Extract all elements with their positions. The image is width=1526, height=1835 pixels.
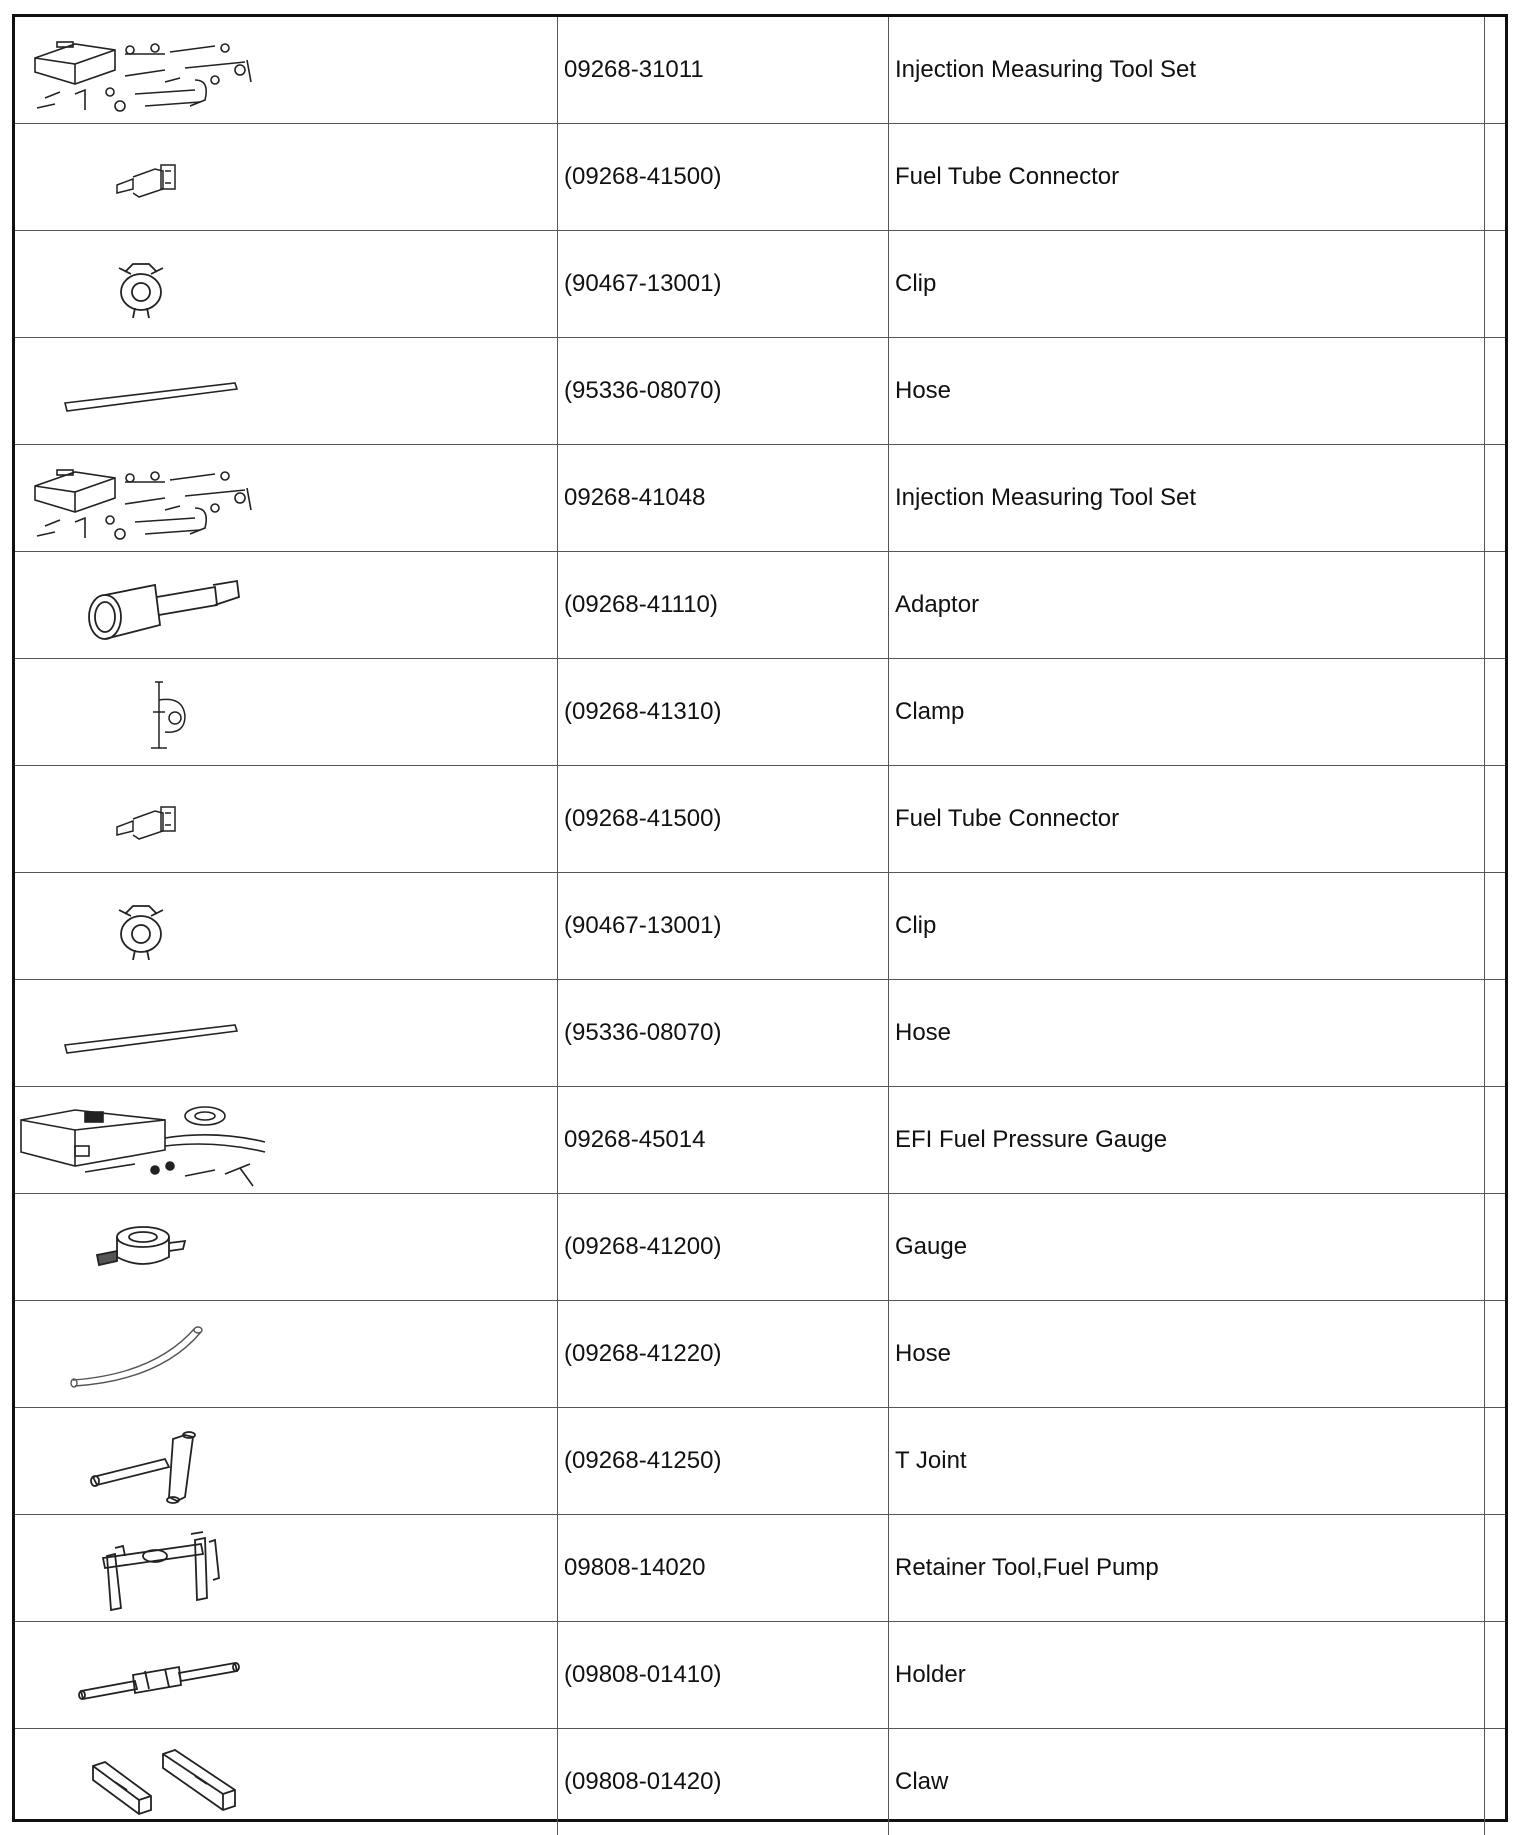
curved-hose-icon — [15, 1304, 265, 1404]
part-number: (09268-41500) — [558, 124, 889, 231]
table-row — [15, 552, 1505, 659]
injection-measuring-tool-set-icon — [15, 448, 265, 548]
part-number: (09268-41200) — [558, 1194, 889, 1301]
table-row — [15, 445, 1505, 552]
table-row — [15, 980, 1505, 1087]
tool-name: EFI Fuel Pressure Gauge — [889, 1087, 1485, 1194]
part-number: (09808-01420) — [558, 1729, 889, 1835]
tool-name: Clip — [889, 873, 1485, 980]
table-row — [15, 1729, 1505, 1835]
part-number: (09268-41220) — [558, 1301, 889, 1408]
tool-name: Adaptor — [889, 552, 1485, 659]
table-row — [15, 231, 1505, 338]
tool-table-sheet — [12, 14, 1508, 1822]
tool-name: Gauge — [889, 1194, 1485, 1301]
fuel-tube-connector-icon — [15, 127, 265, 227]
table-row — [15, 124, 1505, 231]
table-row — [15, 1408, 1505, 1515]
tool-name: Fuel Tube Connector — [889, 766, 1485, 873]
part-number: (09808-01410) — [558, 1622, 889, 1729]
part-number: (90467-13001) — [558, 873, 889, 980]
part-number: (09268-41250) — [558, 1408, 889, 1515]
holder-icon — [15, 1625, 265, 1725]
tool-name: Fuel Tube Connector — [889, 124, 1485, 231]
part-number: 09268-31011 — [558, 17, 889, 124]
table-row — [15, 338, 1505, 445]
clamp-icon — [15, 662, 265, 762]
hose-icon — [15, 983, 265, 1083]
table-row — [15, 659, 1505, 766]
part-number: 09268-45014 — [558, 1087, 889, 1194]
fuel-tube-connector-icon — [15, 769, 265, 869]
tool-name: Hose — [889, 980, 1485, 1087]
table-row — [15, 1194, 1505, 1301]
adaptor-icon — [15, 555, 265, 655]
injection-measuring-tool-set-icon — [15, 20, 265, 120]
part-number: (09268-41110) — [558, 552, 889, 659]
retainer-tool-icon — [15, 1518, 265, 1618]
tool-name: Retainer Tool,Fuel Pump — [889, 1515, 1485, 1622]
tool-name: Clip — [889, 231, 1485, 338]
gauge-icon — [15, 1197, 265, 1297]
t-joint-icon — [15, 1411, 265, 1511]
table-row — [15, 873, 1505, 980]
table-row — [15, 766, 1505, 873]
clip-icon — [15, 876, 265, 976]
table-row — [15, 1515, 1505, 1622]
special-service-tools-table — [15, 17, 1505, 1835]
table-row — [15, 1301, 1505, 1408]
part-number: (95336-08070) — [558, 338, 889, 445]
tool-name: Clamp — [889, 659, 1485, 766]
table-row — [15, 17, 1505, 124]
part-number: (90467-13001) — [558, 231, 889, 338]
part-number: 09268-41048 — [558, 445, 889, 552]
tool-name: Claw — [889, 1729, 1485, 1835]
table-row — [15, 1622, 1505, 1729]
tool-name: Hose — [889, 1301, 1485, 1408]
tool-name: Injection Measuring Tool Set — [889, 17, 1485, 124]
tool-name: Injection Measuring Tool Set — [889, 445, 1485, 552]
tool-name: Hose — [889, 338, 1485, 445]
part-number: (95336-08070) — [558, 980, 889, 1087]
clip-icon — [15, 234, 265, 334]
tool-name: T Joint — [889, 1408, 1485, 1515]
hose-icon — [15, 341, 265, 441]
part-number: (09268-41500) — [558, 766, 889, 873]
claw-icon — [15, 1732, 265, 1832]
part-number: (09268-41310) — [558, 659, 889, 766]
tool-name: Holder — [889, 1622, 1485, 1729]
part-number: 09808-14020 — [558, 1515, 889, 1622]
efi-fuel-pressure-gauge-set-icon — [15, 1090, 275, 1190]
table-row — [15, 1087, 1505, 1194]
